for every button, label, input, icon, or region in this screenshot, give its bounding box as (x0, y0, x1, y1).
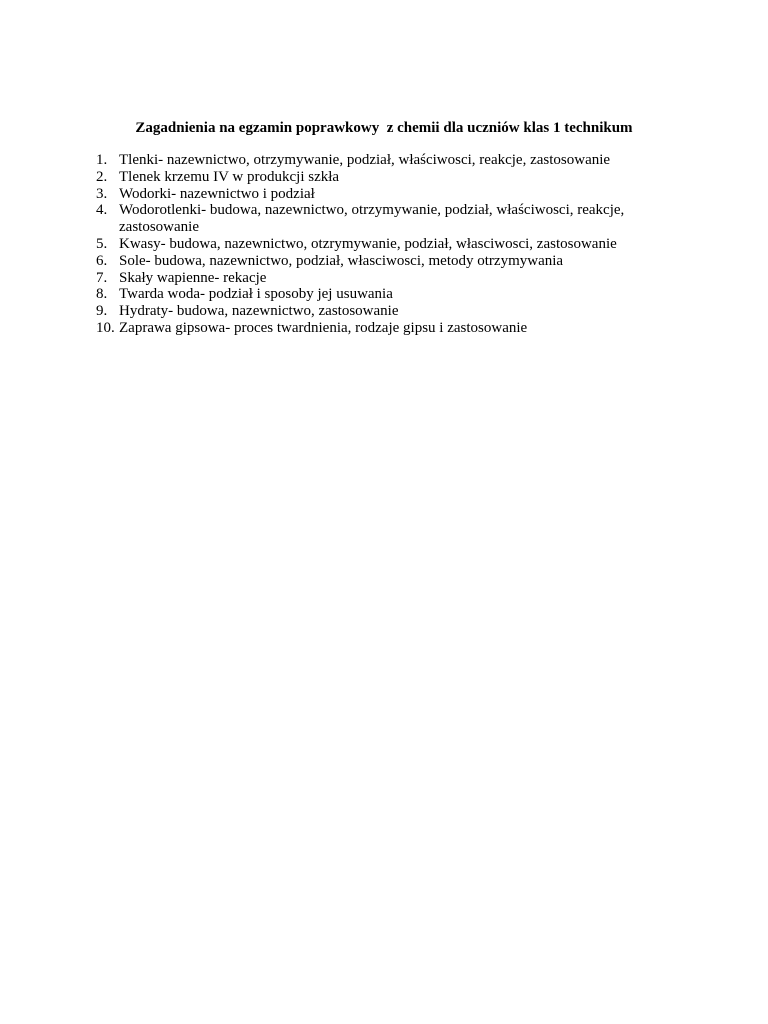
list-item-number: 1. (96, 152, 108, 168)
list-item-text: Twarda woda- podział i sposoby jej usuwania (119, 286, 393, 303)
list-item (96, 286, 676, 303)
list-item-number: 7. (96, 269, 108, 286)
list-item-number: 2. (96, 168, 108, 185)
list-item-number: 5. (96, 235, 108, 252)
list-item-text: Tlenek krzemu IV w produkcji szkła (119, 168, 340, 185)
list-item-number: 10. (96, 319, 115, 336)
list-item-number: 4. (96, 202, 108, 219)
list-item-number: 6. (96, 252, 108, 269)
list-item (96, 303, 676, 320)
list-item-text: Kwasy- budowa, nazewnictwo, otzrymywanie, podział, własciwosci, zastosowanie (119, 235, 617, 252)
list-item-number: 8. (96, 286, 108, 303)
list-item-text: Skały wapienne- rekacje (119, 269, 267, 286)
list-item-text: Sole- budowa, nazewnictwo, podział, własciwosci, metody otrzymywania (119, 252, 564, 269)
list-item (96, 236, 676, 253)
list-item-number: 9. (96, 303, 108, 320)
list-item (96, 186, 676, 203)
list-item-text: Hydraty- budowa, nazewnictwo, zastosowanie (119, 303, 399, 320)
list-item-number: 3. (96, 185, 108, 202)
list-item (96, 202, 676, 236)
list-item (96, 152, 676, 169)
list-item (96, 270, 676, 287)
list-item-text: Zaprawa gipsowa- proces twardnienia, rodzaje gipsu i zastosowanie (119, 319, 528, 336)
document-title: Zagadnienia na egzamin poprawkowy z chemii dla uczniów klas 1 technikum (135, 120, 633, 136)
list-item (96, 169, 676, 186)
topic-list (96, 152, 676, 337)
list-item (96, 253, 676, 270)
list-item-text: Tlenki- nazewnictwo, otrzymywanie, podział, właściwosci, reakcje, zastosowanie (119, 152, 611, 168)
list-item (96, 320, 676, 337)
list-item-text: Wodorotlenki- budowa, nazewnictwo, otrzymywanie, podział, właściwosci, reakcje, zastosowanie (119, 202, 625, 236)
list-item-text: Wodorki- nazewnictwo i podział (119, 185, 315, 202)
